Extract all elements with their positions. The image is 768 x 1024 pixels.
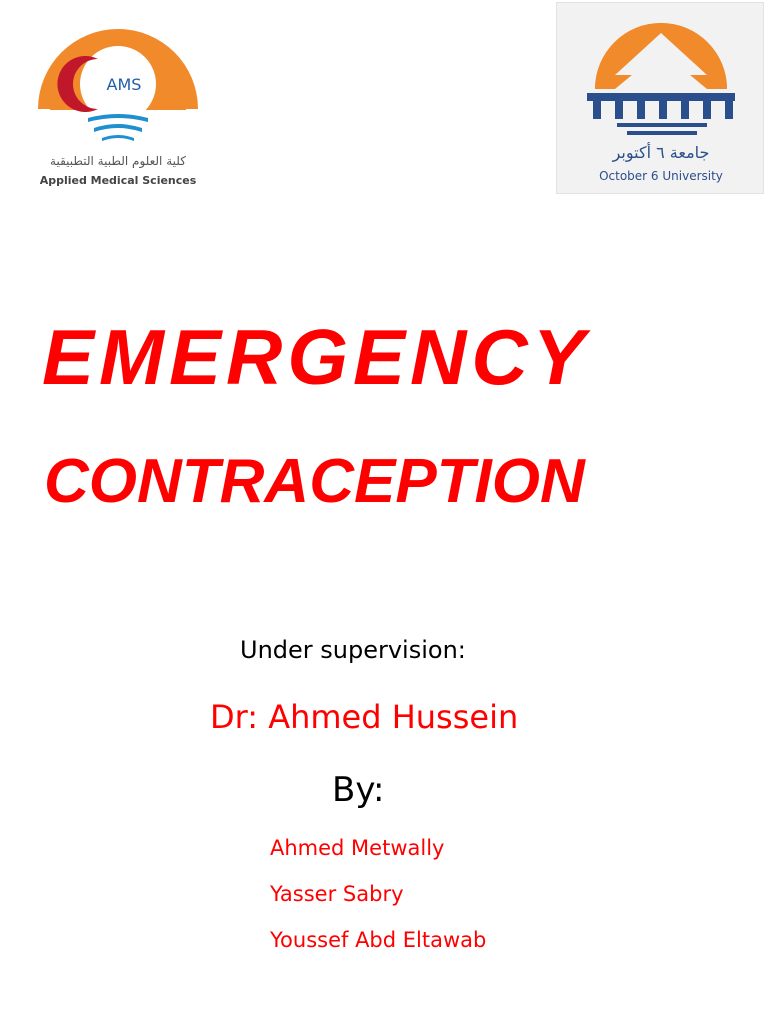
- o6u-english-name: October 6 University: [599, 169, 723, 183]
- author-list: [270, 836, 486, 974]
- supervision-label: Under supervision:: [240, 636, 466, 664]
- ams-abbr: AMS: [106, 75, 142, 94]
- supervisor-name: Dr: Ahmed Hussein: [210, 698, 519, 736]
- ams-logo: [28, 14, 208, 194]
- ams-english-name: Applied Medical Sciences: [39, 174, 197, 187]
- author-name: Youssef Abd Eltawab: [270, 928, 487, 952]
- o6u-logo: [556, 2, 764, 194]
- o6u-arabic-name: جامعة ٦ أكتوبر: [612, 143, 710, 162]
- by-label: By:: [332, 770, 385, 810]
- ams-emblem-icon: [28, 14, 208, 154]
- author-name: Yasser Sabry: [270, 882, 404, 906]
- title-line-2: CONTRACEPTION: [44, 447, 585, 516]
- title-line-1: EMERGENCY: [42, 313, 590, 401]
- ams-arabic-name: كلية العلوم الطبية التطبيقية: [50, 154, 186, 168]
- author-name: Ahmed Metwally: [270, 836, 445, 860]
- o6u-emblem-icon: [557, 3, 765, 143]
